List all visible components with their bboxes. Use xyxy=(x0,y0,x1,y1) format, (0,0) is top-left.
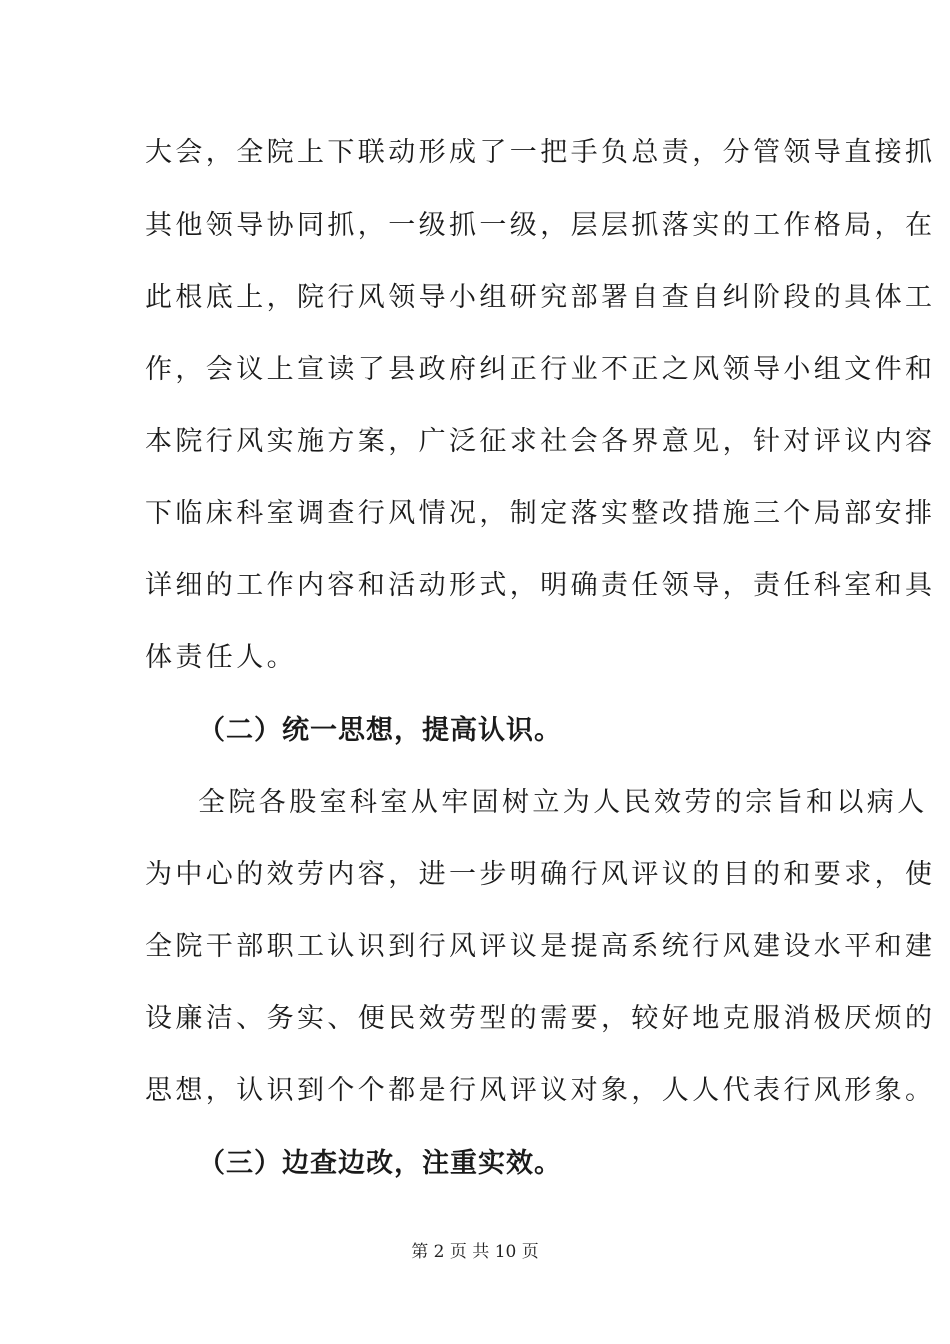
paragraph-line: 全院干部职工认识到行风评议是提高系统行风建设水平和建 xyxy=(145,931,936,962)
paragraph-line: 详细的工作内容和活动形式，明确责任领导，责任科室和具 xyxy=(145,570,936,601)
page-number-footer: 第 2 页 共 10 页 xyxy=(411,1242,539,1262)
paragraph-line: 思想，认识到个个都是行风评议对象，人人代表行风形象。 xyxy=(145,1075,936,1106)
paragraph-line: 作，会议上宣读了县政府纠正行业不正之风领导小组文件和 xyxy=(145,354,936,385)
paragraph-line: 此根底上，院行风领导小组研究部署自查自纠阶段的具体工 xyxy=(145,282,936,313)
paragraph-line: 下临床科室调查行风情况，制定落实整改措施三个局部安排 xyxy=(145,498,936,529)
paragraph-line: 设廉洁、务实、便民效劳型的需要，较好地克服消极厌烦的 xyxy=(145,1003,936,1034)
section-heading: （二）统一思想，提高认识。 xyxy=(198,715,562,746)
paragraph-line: 大会，全院上下联动形成了一把手负总责，分管领导直接抓 xyxy=(145,137,936,168)
paragraph-line: 体责任人。 xyxy=(145,642,297,673)
paragraph-line: 全院各股室科室从牢固树立为人民效劳的宗旨和以病人 xyxy=(198,787,928,818)
paragraph-line: 本院行风实施方案，广泛征求社会各界意见，针对评议内容 xyxy=(145,426,936,457)
paragraph-line: 其他领导协同抓，一级抓一级，层层抓落实的工作格局，在 xyxy=(145,210,936,241)
section-heading: （三）边查边改，注重实效。 xyxy=(198,1148,562,1179)
paragraph-line: 为中心的效劳内容，进一步明确行风评议的目的和要求，使 xyxy=(145,859,936,890)
